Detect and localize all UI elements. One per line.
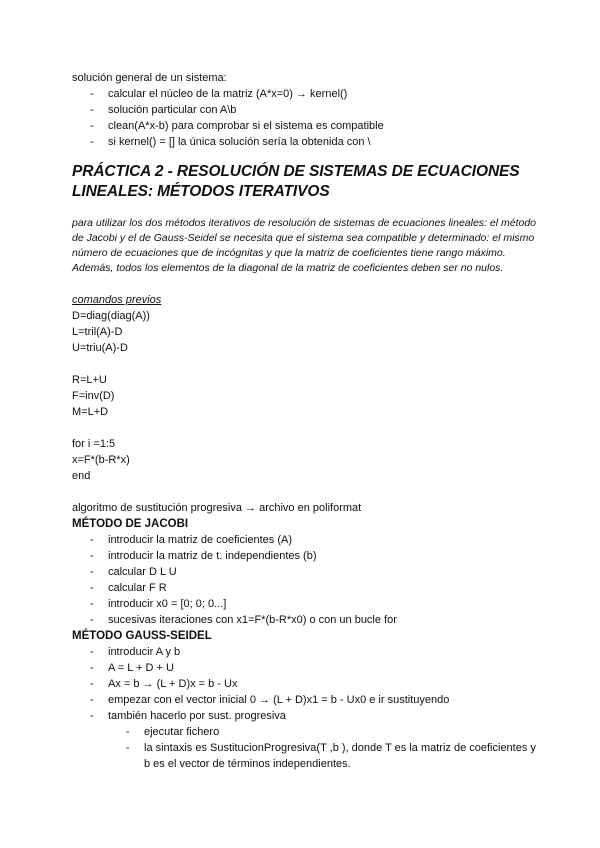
code-line: R=L+U xyxy=(72,374,107,386)
list-item: - introducir x0 = [0; 0; 0...] xyxy=(72,596,542,612)
list-item: - empezar con el vector inicial 0 → (L + D)x1 = b - Ux0 e ir sustituyendo xyxy=(72,692,542,708)
intro-list xyxy=(72,86,542,150)
list-item: - solución particular con A\b xyxy=(72,102,542,118)
gauss-seidel-heading: MÉTODO GAUSS-SEIDEL xyxy=(72,630,212,642)
code-line: for i =1:5 xyxy=(72,438,116,450)
code-line: x=F*(b-R*x) xyxy=(72,454,130,466)
list-item: - clean(A*x-b) para comprobar si el sistema es compatible xyxy=(72,118,542,134)
jacobi-list xyxy=(72,532,542,628)
gauss-seidel-list xyxy=(72,644,542,724)
list-item: - si kernel() = [] la única solución sería la obtenida con \ xyxy=(72,134,542,150)
list-item: - ejecutar fichero xyxy=(72,724,542,740)
list-item: - la sintaxis es SustitucionProgresiva(T ,b ), donde T es la matriz de coeficientes y b es el vector de términos independientes. xyxy=(72,740,542,772)
spacer xyxy=(72,484,542,500)
code-line: F=inv(D) xyxy=(72,390,115,402)
spacer xyxy=(72,420,542,436)
list-item: - introducir A y b xyxy=(72,644,542,660)
code-line: M=L+D xyxy=(72,406,109,418)
list-item: - introducir la matriz de coeficientes (A) xyxy=(72,532,542,548)
list-item: - A = L + D + U xyxy=(72,660,542,676)
code-line: end xyxy=(72,470,91,482)
list-item: - sucesivas iteraciones con x1=F*(b-R*x0) o con un bucle for xyxy=(72,612,542,628)
code-line: U=triu(A)-D xyxy=(72,342,128,354)
list-item: - calcular D L U xyxy=(72,564,542,580)
list-item: - calcular el núcleo de la matriz (A*x=0) → kernel() xyxy=(72,86,542,102)
algorithm-line: algoritmo de sustitución progresiva → archivo en poliformat xyxy=(72,502,362,514)
gauss-seidel-sublist xyxy=(72,724,542,772)
code-line: D=diag(diag(A)) xyxy=(72,310,150,322)
list-item: - introducir la matriz de t. independientes (b) xyxy=(72,548,542,564)
list-item: - Ax = b → (L + D)x = b - Ux xyxy=(72,676,542,692)
description-paragraph: para utilizar los dos métodos iterativos de resolución de sistemas de ecuaciones lineales: el método de Jacobi y el de Gauss-Seidel se necesita que el sistema sea compatible y determinado: el mismo número de ecuaciones que de incógnitas y que la matriz de coeficientes tiene rango máximo. Además, todos los elementos de la diagonal de la matriz de coeficientes deben ser no nulos. xyxy=(72,217,536,274)
list-item: - también hacerlo por sust. progresiva xyxy=(72,708,542,724)
code-line: L=tril(A)-D xyxy=(72,326,123,338)
document-page xyxy=(72,70,542,772)
practice-title: PRÁCTICA 2 - RESOLUCIÓN DE SISTEMAS DE ECUACIONES LINEALES: MÉTODOS ITERATIVOS xyxy=(72,163,520,200)
list-item: - calcular F R xyxy=(72,580,542,596)
spacer xyxy=(72,356,542,372)
jacobi-heading: MÉTODO DE JACOBI xyxy=(72,518,189,530)
commands-heading: comandos previos xyxy=(72,294,162,306)
intro-line: solución general de un sistema: xyxy=(72,72,227,84)
